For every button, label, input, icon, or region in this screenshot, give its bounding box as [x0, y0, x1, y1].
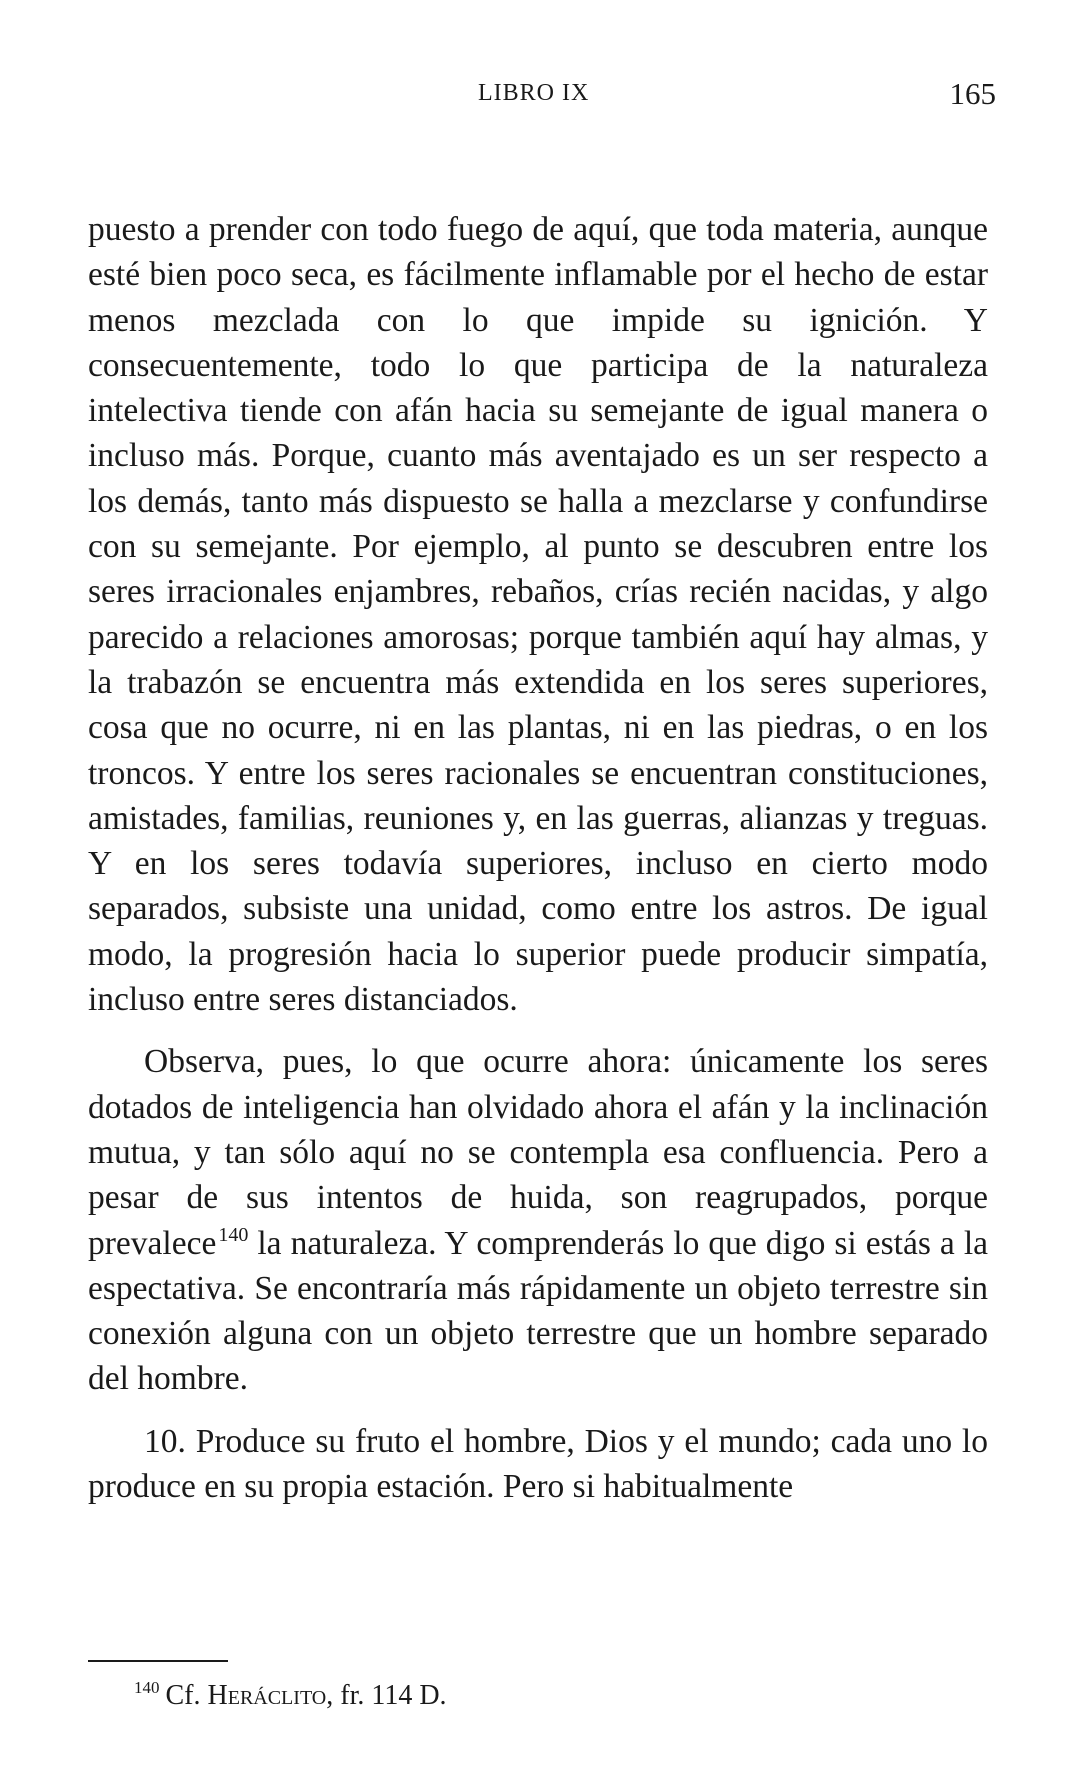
running-head: LIBRO IX	[478, 80, 590, 106]
footnote-citation: , fr. 114 D.	[326, 1680, 447, 1711]
paragraph-text-after-note: la naturaleza. Y comprenderás lo que digo si estás a la espectativa. Se encontraría más rápidamente un objeto terrestre sin conexión alguna con un objeto terrestre que un hombre separado del hombre.	[88, 1224, 988, 1398]
footnote	[134, 1680, 447, 1712]
footnote-reference[interactable]: 140	[218, 1223, 249, 1246]
page-number: 165	[949, 76, 996, 111]
footnote-author: Heráclito	[207, 1680, 327, 1711]
paragraph-section-10: 10. Produce su fruto el hombre, Dios y el mundo; cada uno lo produce en su propia estación. Pero si habitualmente	[88, 1422, 988, 1506]
paragraph-text-before-note: Observa, pues, lo que ocurre ahora: únicamente los seres dotados de inteligencia han olvidado ahora el afán y la inclinación mutua, y tan sólo aquí no se contempla esa confluencia. Pero a pesar de sus intentos de huida, son reagrupados, porque prevalece	[88, 1043, 988, 1262]
main-text	[88, 207, 988, 1509]
paragraph-observa	[88, 1039, 988, 1401]
footnote-divider	[88, 1660, 228, 1662]
footnote-number: 140	[134, 1678, 160, 1697]
paragraph-continuation: puesto a prender con todo fuego de aquí, que toda materia, aunque esté bien poco seca, es fácilmente inflamable por el hecho de estar menos mezclada con lo que impide su ignición. Y consecuentemente, todo lo que participa de la naturaleza intelectiva tiende con afán hacia su semejante de igual manera o incluso más. Porque, cuanto más aventajado es un ser respecto a los demás, tanto más dispuesto se halla a mezclarse y confundirse con su semejante. Por ejemplo, al punto se descubren entre los seres irracionales enjambres, rebaños, crías recién nacidas, y algo parecido a relaciones amorosas; porque también aquí hay almas, y la trabazón se encuentra más extendida en los seres superiores, cosa que no ocurre, ni en las plantas, ni en las piedras, o en los troncos. Y entre los seres racionales se encuentran constituciones, amistades, familias, reuniones y, en las guerras, alianzas y treguas. Y en los seres todavía superiores, incluso en cierto modo separados, subsiste una unidad, como entre los astros. De igual modo, la progresión hacia lo superior puede producir simpatía, incluso entre seres distanciados.	[88, 211, 988, 1019]
footnote-prefix: Cf.	[165, 1680, 208, 1711]
